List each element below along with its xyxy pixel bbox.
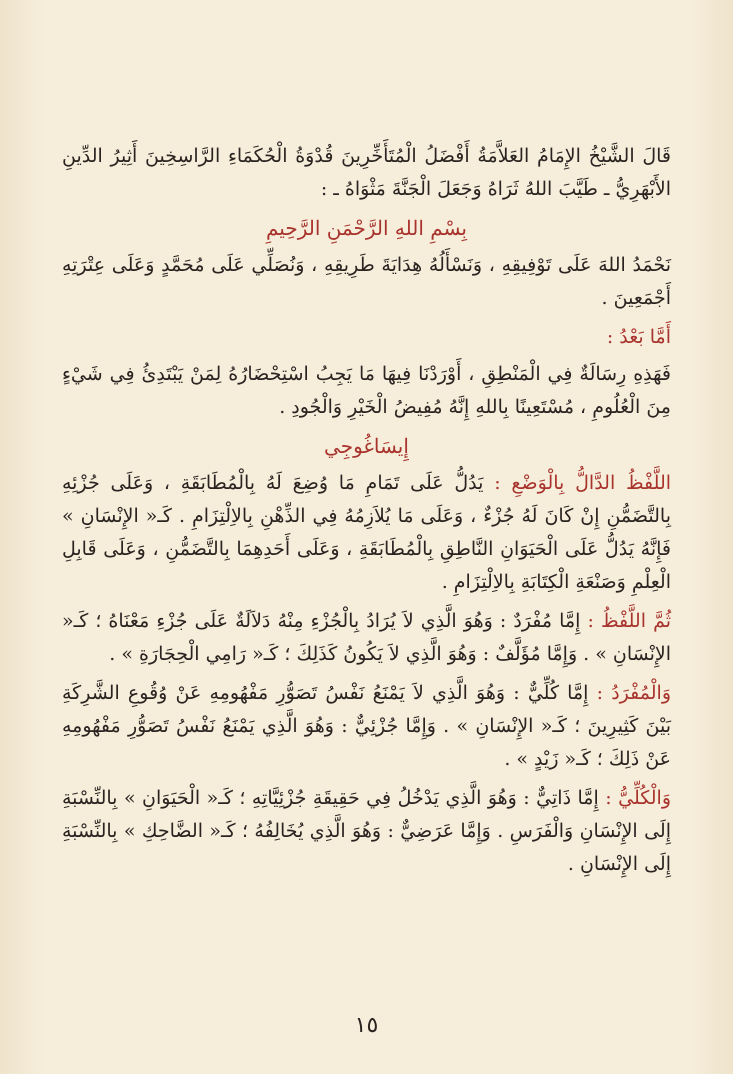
kulli-paragraph bbox=[62, 677, 671, 776]
praise-paragraph: نَحْمَدُ اللهَ عَلَى تَوْفِيقِهِ ، وَنَسْأَلُهُ هِدَايَةَ طَرِيقِهِ ، وَنُصَلِّي عَلَى مُحَمَّدٍ وَعَلَى عِتْرَتِهِ أَجْمَعِينَ . bbox=[62, 254, 671, 309]
isaghuji-heading: إِيسَاغُوجِي bbox=[324, 434, 409, 458]
lafz-text: يَدُلُّ عَلَى تَمَامِ مَا وُضِعَ لَهُ بِالْمُطَابَقَةِ ، وَعَلَى جُزْئِهِ بِالتَّضَمُّنِ إِنْ كَانَ لَهُ جُزْءٌ ، وَعَلَى مَا يُلاَزِمُهُ فِي الذِّهْنِ بِالاِلْتِزَامِ . كَـ« الإِنْسَانِ » فَإِنَّهُ يَدُلُّ عَلَى الْحَيَوَانِ النَّاطِقِ بِالْمُطَابَقَةِ ، وَعَلَى أَحَدِهِمَا بِالتَّضَمُّنِ ، وَعَلَى قَابِلِ الْعِلْمِ وَصَنْعَةِ الْكِتَابَةِ بِالاِلْتِزَامِ . bbox=[62, 472, 671, 593]
page-text bbox=[62, 140, 671, 887]
basmala-heading: بِسْمِ اللهِ الرَّحْمَنِ الرَّحِيمِ bbox=[265, 216, 467, 240]
mufrad-lead: ثُمَّ اللَّفْظُ : bbox=[587, 610, 672, 632]
intro-paragraph: قَالَ الشَّيْخُ الإِمَامُ العَلاَّمَةُ أَفْضَلُ الْمُتَأَخِّرِينَ قُدْوَةُ الْحُكَمَاءِ الرَّاسِخِينَ أَثِيرُ الدِّينِ الأَبْهَرِيُّ ـ طَيَّبَ اللهُ ثَرَاهُ وَجَعَلَ الْجَنَّةَ مَثْوَاهُ ـ : bbox=[62, 145, 671, 200]
amma-bad-heading: أَمَّا بَعْدُ : bbox=[606, 326, 671, 348]
mufrad-text: إِمَّا مُفْرَدٌ : وَهُوَ الَّذِي لاَ يُرَادُ بِالْجُزْءِ مِنْهُ دَلاَلَةٌ عَلَى جُزْءِ مَعْنَاهُ ؛ كَـ« الإِنْسَانِ » . وَإِمَّا مُؤَلَّفٌ : وَهُوَ الَّذِي لاَ يَكُونُ كَذَلِكَ ؛ كَـ« رَامِي الْحِجَارَةِ » . bbox=[62, 610, 671, 665]
dhati-lead: وَالْكُلِّيُّ : bbox=[605, 787, 672, 809]
mufrad-paragraph bbox=[62, 605, 671, 671]
page-number: ١٥ bbox=[354, 1013, 379, 1038]
risala-text: فَهَذِهِ رِسَالَةٌ فِي الْمَنْطِقِ ، أَوْرَدْنَا فِيهَا مَا يَجِبُ اسْتِحْضَارُهُ لِمَنْ يَبْتَدِئُ فِي شَيْءٍ مِنَ الْعُلُومِ ، مُسْتَعِينًا بِاللهِ إِنَّهُ مُفِيضُ الْخَيْرِ وَالْجُودِ . bbox=[62, 363, 671, 418]
kulli-lead: وَالْمُفْرَدُ : bbox=[596, 682, 671, 704]
lafz-lead: اللَّفْظُ الدَّالُّ بِالْوَضْعِ : bbox=[494, 472, 672, 494]
kulli-text: إِمَّا كُلِّيٌّ : وَهُوَ الَّذِي لاَ يَمْنَعُ نَفْسُ تَصَوُّرِ مَفْهُومِهِ عَنْ وُقُوعِ الشَّرِكَةِ بَيْنَ كَثِيرِينَ ؛ كَـ« الإِنْسَانِ » . وَإِمَّا جُزْئِيٌّ : وَهُوَ الَّذِي يَمْنَعُ نَفْسُ تَصَوُّرِ مَفْهُومِهِ عَنْ ذَلِكَ ؛ كَـ« زَيْدٍ » . bbox=[62, 682, 671, 770]
dhati-paragraph bbox=[62, 782, 671, 881]
lafz-paragraph bbox=[62, 467, 671, 599]
dhati-text: إِمَّا ذَاتِيٌّ : وَهُوَ الَّذِي يَدْخُلُ فِي حَقِيقَةِ جُزْئِيَّاتِهِ ؛ كَـ« الْحَيَوَانِ » بِالنِّسْبَةِ إِلَى الإِنْسَانِ وَالْفَرَسِ . وَإِمَّا عَرَضِيٌّ : وَهُوَ الَّذِي يُخَالِفُهُ ؛ كَـ« الضَّاحِكِ » بِالنِّسْبَةِ إِلَى الإِنْسَانِ . bbox=[62, 787, 671, 875]
risala-paragraph bbox=[62, 358, 671, 424]
